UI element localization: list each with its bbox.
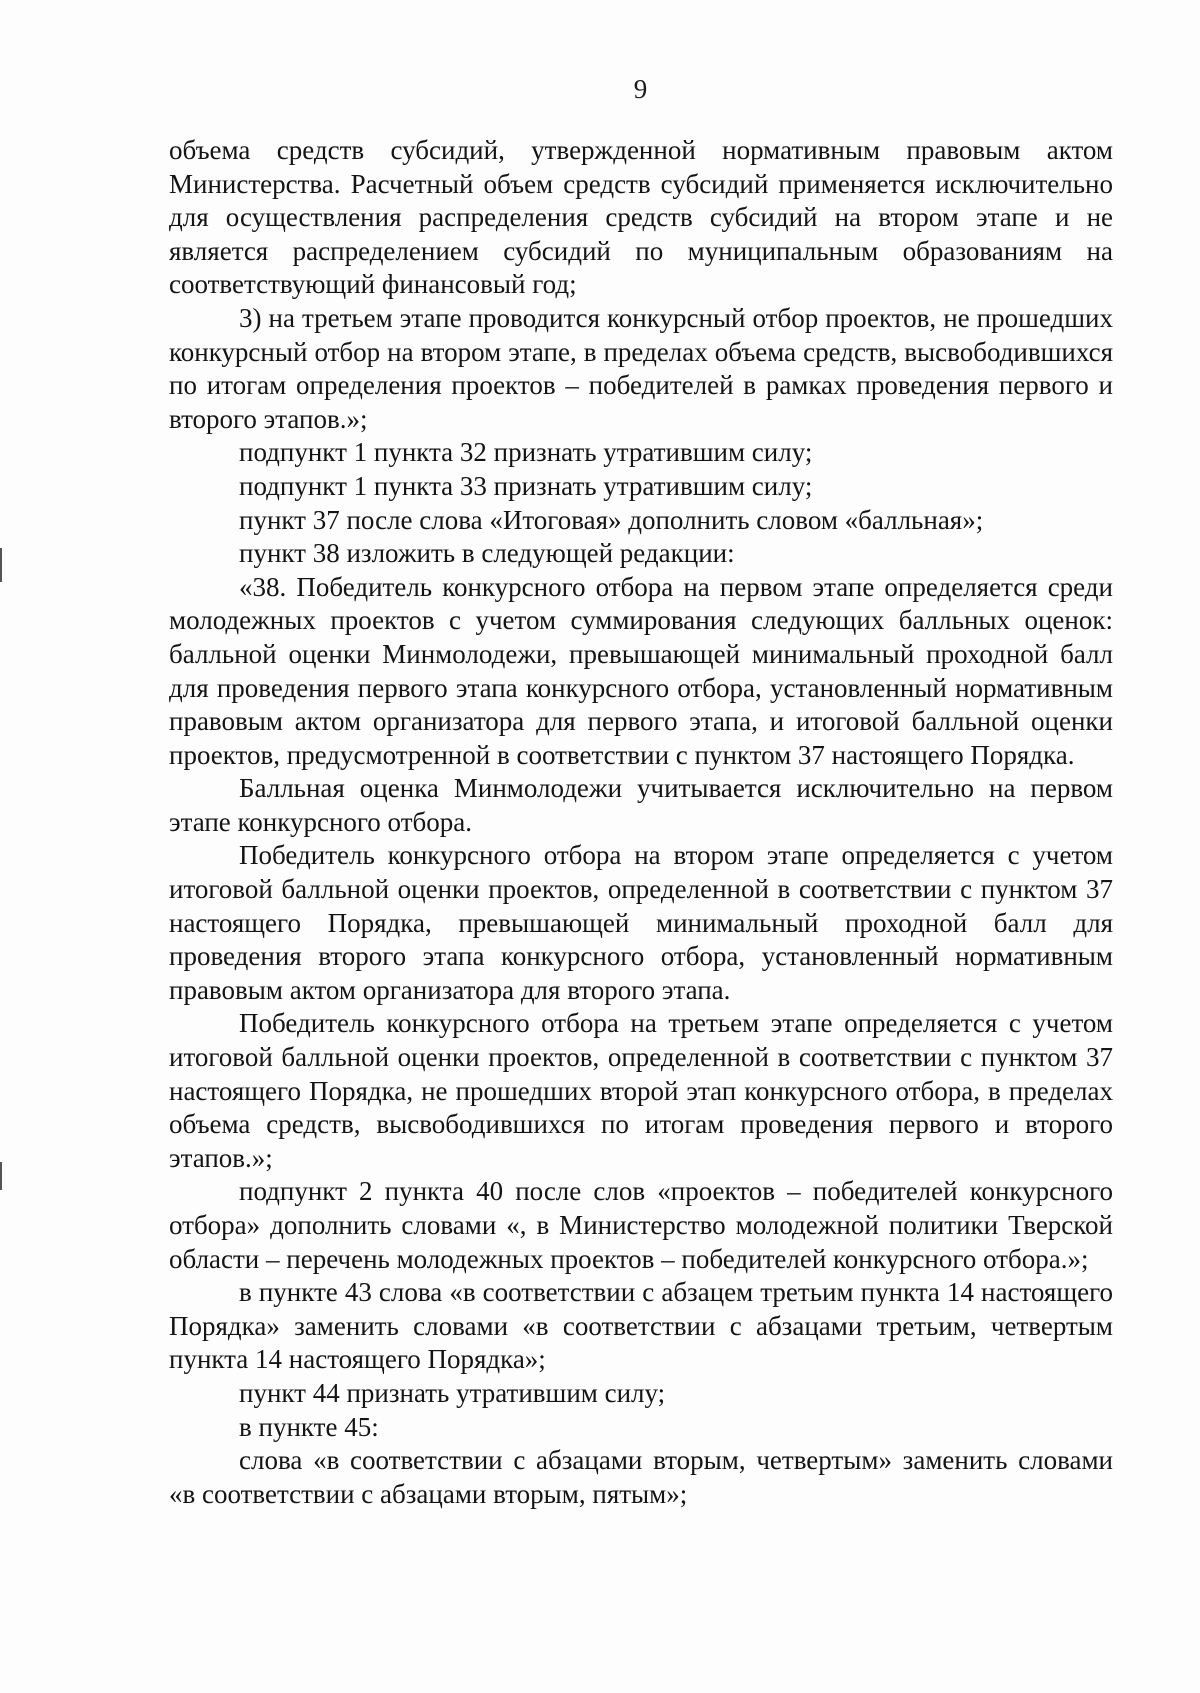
- page-number: 9: [633, 74, 648, 104]
- paragraph: Балльная оценка Минмолодежи учитывается исключительно на первом этапе конкурсного отбора.: [169, 773, 1113, 837]
- paragraph: подпункт 1 пункта 32 признать утратившим силу;: [239, 437, 813, 468]
- paragraph: пункт 37 после слова «Итоговая» дополнить словом «балльная»;: [239, 504, 984, 535]
- paragraph: пункт 38 изложить в следующей редакции:: [239, 538, 735, 569]
- paragraph: пункт 44 признать утратившим силу;: [239, 1377, 666, 1408]
- document-body: [169, 134, 1113, 1511]
- paragraph: объема средств субсидий, утвержденной нормативным правовым актом Министерства. Расчетный объем средств субсидий применяется исключительно для осуществления распределения средств субсидий на втором этапе и не является распределением субсидий по муниципальным образованиям на соответствующий финансовый год;: [169, 135, 1113, 300]
- paragraph: слова «в соответствии с абзацами вторым, четвертым» заменить словами «в соответствии с абзацами вторым, пятым»;: [169, 1445, 1113, 1509]
- scan-edge-mark: [0, 548, 2, 582]
- paragraph: в пункте 45:: [239, 1411, 379, 1442]
- paragraph: «38. Победитель конкурсного отбора на первом этапе определяется среди молодежных проектов с учетом суммирования следующих балльных оценок: балльной оценки Минмолодежи, превышающей минимальный проходной балл для проведения первого этапа конкурсного отбора, установленный нормативным правовым актом организатора для первого этапа, и итоговой балльной оценки проектов, предусмотренной в соответствии с пунктом 37 настоящего Порядка.: [169, 571, 1113, 770]
- paragraph: подпункт 2 пункта 40 после слов «проектов – победителей конкурсного отбора» дополнить словами «, в Министерство молодежной политики Тверской области – перечень молодежных проектов – победителей конкурсного отбора.»;: [169, 1176, 1113, 1274]
- paragraph: Победитель конкурсного отбора на третьем этапе определяется с учетом итоговой балльной оценки проектов, определенной в соответствии с пунктом 37 настоящего Порядка, не прошедших второй этап конкурсного отбора, в пределах объема средств, высвободившихся по итогам проведения первого и второго этапов.»;: [169, 1008, 1113, 1173]
- paragraph: 3) на третьем этапе проводится конкурсный отбор проектов, не прошедших конкурсный отбор на втором этапе, в пределах объема средств, высвободившихся по итогам определения проектов – победителей в рамках проведения первого и второго этапов.»;: [169, 302, 1113, 434]
- paragraph: подпункт 1 пункта 33 признать утратившим силу;: [239, 470, 813, 501]
- paragraph: в пункте 43 слова «в соответствии с абзацем третьим пункта 14 настоящего Порядка» заменить словами «в соответствии с абзацами третьим, четвертым пункта 14 настоящего Порядка»;: [169, 1277, 1113, 1375]
- paragraph: Победитель конкурсного отбора на втором этапе определяется с учетом итоговой балльной оценки проектов, определенной в соответствии с пунктом 37 настоящего Порядка, превышающей минимальный проходной балл для проведения второго этапа конкурсного отбора, установленный нормативным правовым актом организатора для второго этапа.: [169, 840, 1113, 1005]
- scan-edge-mark: [0, 1162, 2, 1190]
